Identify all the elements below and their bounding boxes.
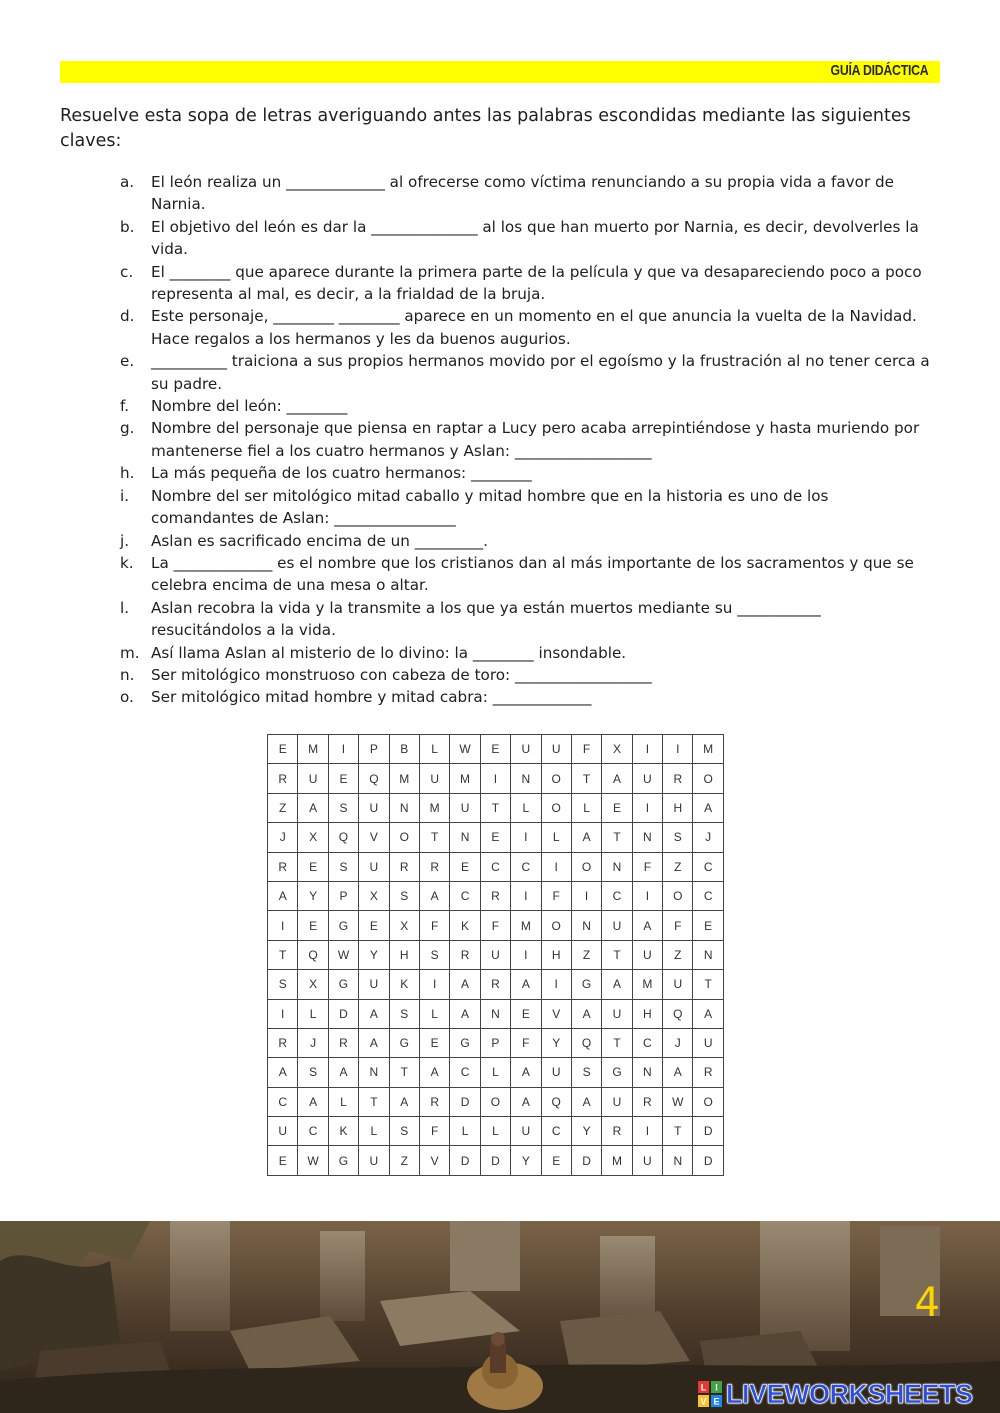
grid-cell[interactable]: A <box>359 999 389 1028</box>
grid-cell[interactable]: E <box>511 999 541 1028</box>
clue-text: Aslan es sacrificado encima de un _________. <box>151 531 488 550</box>
grid-cell[interactable]: E <box>359 911 389 940</box>
grid-cell[interactable]: N <box>693 940 723 969</box>
grid-cell[interactable]: C <box>632 1028 662 1057</box>
grid-cell[interactable]: Z <box>268 793 298 822</box>
grid-cell[interactable]: R <box>693 1058 723 1087</box>
clue-text: Este personaje, ________ ________ aparece en un momento en el que anuncia la vuelta de la Navidad. Hace regalos a los hermanos y les da buenos augurios. <box>151 307 917 348</box>
clue-item <box>120 395 930 417</box>
clue-letter: f. <box>120 397 130 416</box>
clue-item <box>120 552 930 597</box>
clue-letter: l. <box>120 598 130 617</box>
grid-cell[interactable]: J <box>268 823 298 852</box>
grid-cell[interactable]: I <box>419 970 449 999</box>
logo-letter: I <box>715 1382 718 1393</box>
grid-cell[interactable]: H <box>632 999 662 1028</box>
grid-cell[interactable]: S <box>389 999 419 1028</box>
grid-cell[interactable]: W <box>298 1146 328 1175</box>
grid-cell[interactable]: T <box>663 1117 693 1146</box>
grid-cell[interactable]: L <box>450 1117 480 1146</box>
grid-cell[interactable]: G <box>602 1058 632 1087</box>
grid-row <box>268 1028 724 1057</box>
grid-cell[interactable]: D <box>450 1146 480 1175</box>
grid-cell[interactable]: F <box>480 911 510 940</box>
clue-letter: d. <box>120 307 135 326</box>
grid-row <box>268 999 724 1028</box>
grid-cell[interactable]: A <box>571 999 601 1028</box>
grid-cell[interactable]: Y <box>541 1028 571 1057</box>
clue-item <box>120 216 930 261</box>
grid-cell[interactable]: C <box>450 881 480 910</box>
clue-item <box>120 305 930 350</box>
grid-cell[interactable]: A <box>359 1028 389 1057</box>
grid-cell[interactable]: Z <box>389 1146 419 1175</box>
grid-cell[interactable]: E <box>480 735 510 764</box>
grid-cell[interactable]: T <box>389 1058 419 1087</box>
grid-row <box>268 1087 724 1116</box>
grid-cell[interactable]: S <box>268 970 298 999</box>
grid-cell[interactable]: O <box>663 881 693 910</box>
grid-cell[interactable]: I <box>328 735 358 764</box>
grid-cell[interactable]: R <box>268 852 298 881</box>
grid-cell[interactable]: Y <box>298 881 328 910</box>
grid-cell[interactable]: I <box>632 735 662 764</box>
grid-cell[interactable]: L <box>480 1058 510 1087</box>
grid-cell[interactable]: I <box>511 881 541 910</box>
grid-row <box>268 940 724 969</box>
grid-cell[interactable]: L <box>298 999 328 1028</box>
grid-cell[interactable]: F <box>419 1117 449 1146</box>
grid-cell[interactable]: J <box>663 1028 693 1057</box>
grid-cell[interactable]: N <box>389 793 419 822</box>
grid-cell[interactable]: G <box>450 1028 480 1057</box>
clue-text: El ________ que aparece durante la primera parte de la película y que va desapareciendo poco a poco representa al mal, es decir, a la frialdad de la bruja. <box>151 262 922 304</box>
grid-row <box>268 911 724 940</box>
grid-cell[interactable]: L <box>571 793 601 822</box>
grid-cell[interactable]: Q <box>663 999 693 1028</box>
grid-cell[interactable]: Z <box>571 940 601 969</box>
clue-item <box>120 462 930 484</box>
grid-cell[interactable]: Q <box>571 1028 601 1057</box>
grid-cell[interactable]: T <box>602 940 632 969</box>
grid-cell[interactable]: O <box>541 911 571 940</box>
grid-cell[interactable]: S <box>328 852 358 881</box>
clue-letter: e. <box>120 352 135 371</box>
logo-letter: V <box>700 1396 707 1407</box>
grid-cell[interactable]: X <box>602 735 632 764</box>
grid-cell[interactable]: P <box>480 1028 510 1057</box>
grid-cell[interactable]: G <box>328 970 358 999</box>
grid-cell[interactable]: R <box>328 1028 358 1057</box>
grid-cell[interactable]: X <box>359 881 389 910</box>
clue-item <box>120 664 930 686</box>
grid-cell[interactable]: Z <box>663 852 693 881</box>
clue-text: Nombre del ser mitológico mitad caballo y mitad hombre que en la historia es uno de los comandantes de Aslan: ________________ <box>151 486 829 528</box>
logo-letter: E <box>713 1396 720 1407</box>
grid-cell[interactable]: E <box>298 911 328 940</box>
page-number: 4 <box>914 1280 940 1326</box>
grid-cell[interactable]: U <box>419 764 449 793</box>
grid-cell[interactable]: N <box>511 764 541 793</box>
grid-cell[interactable]: E <box>419 1028 449 1057</box>
grid-cell[interactable]: F <box>419 911 449 940</box>
grid-cell[interactable]: T <box>480 793 510 822</box>
grid-cell[interactable]: X <box>298 823 328 852</box>
clue-item <box>120 417 930 462</box>
grid-cell[interactable]: G <box>389 1028 419 1057</box>
grid-cell[interactable]: D <box>480 1146 510 1175</box>
grid-cell[interactable]: L <box>359 1117 389 1146</box>
clue-letter: n. <box>120 665 135 684</box>
grid-cell[interactable]: S <box>328 793 358 822</box>
grid-cell[interactable]: N <box>663 1146 693 1175</box>
grid-row <box>268 881 724 910</box>
grid-cell[interactable]: R <box>632 1087 662 1116</box>
watermark-text: LIVEWORKSHEETS <box>726 1378 973 1409</box>
grid-cell[interactable]: N <box>632 823 662 852</box>
grid-cell[interactable]: R <box>389 852 419 881</box>
grid-cell[interactable]: M <box>450 764 480 793</box>
grid-cell[interactable]: M <box>602 1146 632 1175</box>
grid-cell[interactable]: R <box>268 764 298 793</box>
clue-text: Nombre del león: ________ <box>151 397 348 416</box>
grid-cell[interactable]: A <box>663 1058 693 1087</box>
grid-cell[interactable]: M <box>389 764 419 793</box>
clue-text: Aslan recobra la vida y la transmite a los que ya están muertos mediante su ___________ resucitándolos a la vida. <box>151 598 821 640</box>
grid-cell[interactable]: A <box>632 911 662 940</box>
grid-cell[interactable]: L <box>511 793 541 822</box>
grid-cell[interactable]: Y <box>571 1117 601 1146</box>
grid-cell[interactable]: C <box>602 881 632 910</box>
grid-cell[interactable]: I <box>541 852 571 881</box>
clue-letter: j. <box>120 531 130 550</box>
grid-cell[interactable]: W <box>663 1087 693 1116</box>
clue-letter: a. <box>120 173 135 191</box>
grid-cell[interactable]: J <box>298 1028 328 1057</box>
grid-row <box>268 735 724 764</box>
grid-cell[interactable]: A <box>450 999 480 1028</box>
grid-cell[interactable]: Y <box>511 1146 541 1175</box>
grid-cell[interactable]: L <box>480 1117 510 1146</box>
grid-cell[interactable]: N <box>632 1058 662 1087</box>
grid-cell[interactable]: U <box>602 1087 632 1116</box>
grid-cell[interactable]: Q <box>541 1087 571 1116</box>
grid-cell[interactable]: I <box>632 881 662 910</box>
grid-cell[interactable]: U <box>541 1058 571 1087</box>
grid-cell[interactable]: C <box>693 881 723 910</box>
clue-item <box>120 261 930 306</box>
grid-cell[interactable]: S <box>419 940 449 969</box>
grid-cell[interactable]: E <box>693 911 723 940</box>
grid-row <box>268 970 724 999</box>
grid-cell[interactable]: N <box>450 823 480 852</box>
grid-cell[interactable]: F <box>571 735 601 764</box>
grid-cell[interactable]: N <box>602 852 632 881</box>
grid-cell[interactable]: I <box>511 940 541 969</box>
grid-cell[interactable]: W <box>450 735 480 764</box>
grid-cell[interactable]: L <box>328 1087 358 1116</box>
grid-cell[interactable]: O <box>389 823 419 852</box>
grid-cell[interactable]: E <box>268 1146 298 1175</box>
clue-text: Nombre del personaje que piensa en raptar a Lucy pero acaba arrepintiéndose y hasta muriendo por mantenerse fiel a los cuatro hermanos y Aslan: __________________ <box>151 419 920 460</box>
clue-text: __________ traiciona a sus propios hermanos movido por el egoísmo y la frustración al no tener cerca a su padre. <box>151 352 930 393</box>
grid-cell[interactable]: R <box>419 1087 449 1116</box>
grid-cell[interactable]: G <box>571 970 601 999</box>
grid-cell[interactable]: T <box>693 970 723 999</box>
grid-cell[interactable]: U <box>663 970 693 999</box>
grid-cell[interactable]: B <box>389 735 419 764</box>
clue-item <box>120 171 930 216</box>
grid-cell[interactable]: A <box>268 1058 298 1087</box>
grid-cell[interactable]: J <box>693 823 723 852</box>
grid-cell[interactable]: P <box>328 881 358 910</box>
clue-letter: o. <box>120 688 134 707</box>
grid-cell[interactable]: V <box>359 823 389 852</box>
grid-cell[interactable]: M <box>298 735 328 764</box>
grid-cell[interactable]: C <box>450 1058 480 1087</box>
grid-cell[interactable]: V <box>419 1146 449 1175</box>
grid-cell[interactable]: M <box>632 970 662 999</box>
clue-letter: h. <box>120 464 135 483</box>
grid-cell[interactable]: I <box>632 1117 662 1146</box>
grid-cell[interactable]: U <box>268 1117 298 1146</box>
grid-cell[interactable]: L <box>541 823 571 852</box>
clue-letter: i. <box>120 486 130 505</box>
grid-cell[interactable]: U <box>602 911 632 940</box>
grid-cell[interactable]: H <box>541 940 571 969</box>
grid-cell[interactable]: T <box>268 940 298 969</box>
clue-item <box>120 485 930 530</box>
grid-cell[interactable]: U <box>541 735 571 764</box>
grid-cell[interactable]: S <box>298 1058 328 1087</box>
grid-cell[interactable]: U <box>359 970 389 999</box>
grid-cell[interactable]: U <box>632 940 662 969</box>
grid-cell[interactable]: K <box>450 911 480 940</box>
grid-cell[interactable]: I <box>511 823 541 852</box>
grid-cell[interactable]: E <box>541 1146 571 1175</box>
grid-cell[interactable]: A <box>419 1058 449 1087</box>
clue-text: Así llama Aslan al misterio de lo divino: la ________ insondable. <box>151 643 627 662</box>
grid-cell[interactable]: U <box>632 764 662 793</box>
grid-cell[interactable]: C <box>268 1087 298 1116</box>
grid-cell[interactable]: G <box>328 911 358 940</box>
grid-cell[interactable]: E <box>450 852 480 881</box>
grid-cell[interactable]: S <box>663 823 693 852</box>
grid-cell[interactable]: F <box>632 852 662 881</box>
clue-letter: g. <box>120 419 135 438</box>
grid-cell[interactable]: O <box>693 1087 723 1116</box>
grid-cell[interactable]: A <box>511 1058 541 1087</box>
grid-cell[interactable]: M <box>511 911 541 940</box>
clue-text: El león realiza un _____________ al ofrecerse como víctima renunciando a su propia vida a favor de Narnia. <box>151 173 895 214</box>
grid-cell[interactable]: I <box>268 999 298 1028</box>
grid-cell[interactable]: R <box>450 940 480 969</box>
clue-text: Ser mitológico mitad hombre y mitad cabra: _____________ <box>151 688 592 707</box>
grid-cell[interactable]: A <box>602 970 632 999</box>
grid-row <box>268 1058 724 1087</box>
grid-cell[interactable]: E <box>328 764 358 793</box>
grid-row <box>268 823 724 852</box>
grid-row <box>268 852 724 881</box>
word-search-grid <box>267 734 724 1176</box>
grid-cell[interactable]: Z <box>663 940 693 969</box>
grid-cell[interactable]: I <box>571 881 601 910</box>
grid-cell[interactable]: U <box>298 764 328 793</box>
grid-cell[interactable]: U <box>359 793 389 822</box>
grid-row <box>268 764 724 793</box>
header-banner <box>60 61 940 83</box>
grid-cell[interactable]: F <box>663 911 693 940</box>
grid-cell[interactable]: C <box>298 1117 328 1146</box>
grid-cell[interactable]: R <box>419 852 449 881</box>
clue-text: El objetivo del león es dar la ______________ al los que han muerto por Narnia, es decir, devolverles la vida. <box>151 217 919 259</box>
grid-cell[interactable]: R <box>480 881 510 910</box>
grid-cell[interactable]: R <box>663 764 693 793</box>
clue-text: Ser mitológico monstruoso con cabeza de toro: __________________ <box>151 665 652 684</box>
grid-cell[interactable]: A <box>389 1087 419 1116</box>
grid-cell[interactable]: S <box>389 881 419 910</box>
grid-cell[interactable]: E <box>298 852 328 881</box>
grid-cell[interactable]: T <box>602 1028 632 1057</box>
grid-cell[interactable]: M <box>693 735 723 764</box>
grid-cell[interactable]: P <box>359 735 389 764</box>
liveworksheets-logo-icon <box>698 1381 722 1407</box>
grid-cell[interactable]: D <box>693 1146 723 1175</box>
clue-item <box>120 686 930 708</box>
grid-cell[interactable]: S <box>571 1058 601 1087</box>
grid-cell[interactable]: L <box>419 735 449 764</box>
grid-cell[interactable]: U <box>359 852 389 881</box>
clue-item <box>120 597 930 642</box>
grid-cell[interactable]: C <box>541 1117 571 1146</box>
grid-cell[interactable]: F <box>541 881 571 910</box>
grid-cell[interactable]: T <box>359 1087 389 1116</box>
grid-cell[interactable]: O <box>541 793 571 822</box>
clue-letter: m. <box>120 643 140 662</box>
grid-row <box>268 1146 724 1175</box>
clue-list <box>120 171 930 709</box>
grid-cell[interactable]: A <box>693 999 723 1028</box>
clue-letter: b. <box>120 217 135 236</box>
clue-letter: c. <box>120 262 134 281</box>
grid-cell[interactable]: Q <box>359 764 389 793</box>
grid-cell[interactable]: A <box>693 793 723 822</box>
grid-cell[interactable]: A <box>298 793 328 822</box>
grid-cell[interactable]: U <box>693 1028 723 1057</box>
grid-cell[interactable]: O <box>693 764 723 793</box>
grid-cell[interactable]: T <box>419 823 449 852</box>
grid-cell[interactable]: A <box>450 970 480 999</box>
grid-cell[interactable]: U <box>632 1146 662 1175</box>
grid-cell[interactable]: T <box>602 823 632 852</box>
grid-cell[interactable]: U <box>359 1146 389 1175</box>
grid-cell[interactable]: N <box>359 1058 389 1087</box>
grid-cell[interactable]: I <box>480 764 510 793</box>
grid-cell[interactable]: A <box>511 970 541 999</box>
grid-cell[interactable]: C <box>480 852 510 881</box>
grid-cell[interactable]: U <box>450 793 480 822</box>
header-title: GUÍA DIDÁCTICA <box>830 62 928 79</box>
grid-cell[interactable]: A <box>419 881 449 910</box>
grid-cell[interactable]: X <box>389 911 419 940</box>
grid-cell[interactable]: I <box>541 970 571 999</box>
grid-cell[interactable]: I <box>663 735 693 764</box>
grid-cell[interactable]: C <box>511 852 541 881</box>
clue-item <box>120 530 930 552</box>
grid-cell[interactable]: D <box>571 1146 601 1175</box>
grid-cell[interactable]: K <box>389 970 419 999</box>
grid-cell[interactable]: R <box>480 970 510 999</box>
grid-cell[interactable]: D <box>693 1117 723 1146</box>
grid-cell[interactable]: D <box>328 999 358 1028</box>
logo-letter: L <box>700 1382 707 1393</box>
grid-cell[interactable]: V <box>541 999 571 1028</box>
grid-cell[interactable]: O <box>571 852 601 881</box>
grid-cell[interactable]: O <box>480 1087 510 1116</box>
grid-cell[interactable]: Q <box>298 940 328 969</box>
grid-cell[interactable]: A <box>511 1087 541 1116</box>
grid-cell[interactable]: S <box>389 1117 419 1146</box>
grid-cell[interactable]: A <box>298 1087 328 1116</box>
clue-text: La _____________ es el nombre que los cristianos dan al más importante de los sacramentos y que se celebra encima de una mesa o altar. <box>151 553 914 595</box>
grid-cell[interactable]: N <box>571 911 601 940</box>
grid-cell[interactable]: A <box>571 1087 601 1116</box>
grid-cell[interactable]: A <box>571 823 601 852</box>
grid-cell[interactable]: E <box>602 793 632 822</box>
grid-cell[interactable]: T <box>571 764 601 793</box>
grid-cell[interactable]: U <box>602 999 632 1028</box>
grid-cell[interactable]: W <box>328 940 358 969</box>
grid-cell[interactable]: R <box>602 1117 632 1146</box>
grid-cell[interactable]: X <box>298 970 328 999</box>
clue-letter: k. <box>120 553 134 572</box>
grid-cell[interactable]: L <box>419 999 449 1028</box>
grid-cell[interactable]: H <box>389 940 419 969</box>
instructions: Resuelve esta sopa de letras averiguando antes las palabras escondidas mediante las siguientes claves: <box>60 106 911 151</box>
grid-cell[interactable]: F <box>511 1028 541 1057</box>
grid-row <box>268 793 724 822</box>
grid-cell[interactable]: N <box>480 999 510 1028</box>
grid-cell[interactable]: I <box>268 911 298 940</box>
grid-cell[interactable]: G <box>328 1146 358 1175</box>
grid-cell[interactable]: A <box>602 764 632 793</box>
liveworksheets-watermark <box>698 1378 998 1410</box>
grid-cell[interactable]: Y <box>359 940 389 969</box>
grid-cell[interactable]: E <box>268 735 298 764</box>
grid-cell[interactable]: A <box>268 881 298 910</box>
grid-cell[interactable]: K <box>328 1117 358 1146</box>
grid-cell[interactable]: Q <box>328 823 358 852</box>
clue-text: La más pequeña de los cuatro hermanos: ________ <box>151 464 532 483</box>
grid-cell[interactable]: E <box>480 823 510 852</box>
grid-cell[interactable]: R <box>268 1028 298 1057</box>
grid-cell[interactable]: M <box>419 793 449 822</box>
grid-cell[interactable]: A <box>328 1058 358 1087</box>
grid-cell[interactable]: U <box>480 940 510 969</box>
grid-cell[interactable]: U <box>511 735 541 764</box>
grid-cell[interactable]: D <box>450 1087 480 1116</box>
grid-cell[interactable]: U <box>511 1117 541 1146</box>
grid-cell[interactable]: C <box>693 852 723 881</box>
grid-row <box>268 1117 724 1146</box>
clue-item <box>120 350 930 395</box>
grid-cell[interactable]: H <box>663 793 693 822</box>
clue-item <box>120 642 930 664</box>
grid-cell[interactable]: I <box>632 793 662 822</box>
grid-cell[interactable]: O <box>541 764 571 793</box>
